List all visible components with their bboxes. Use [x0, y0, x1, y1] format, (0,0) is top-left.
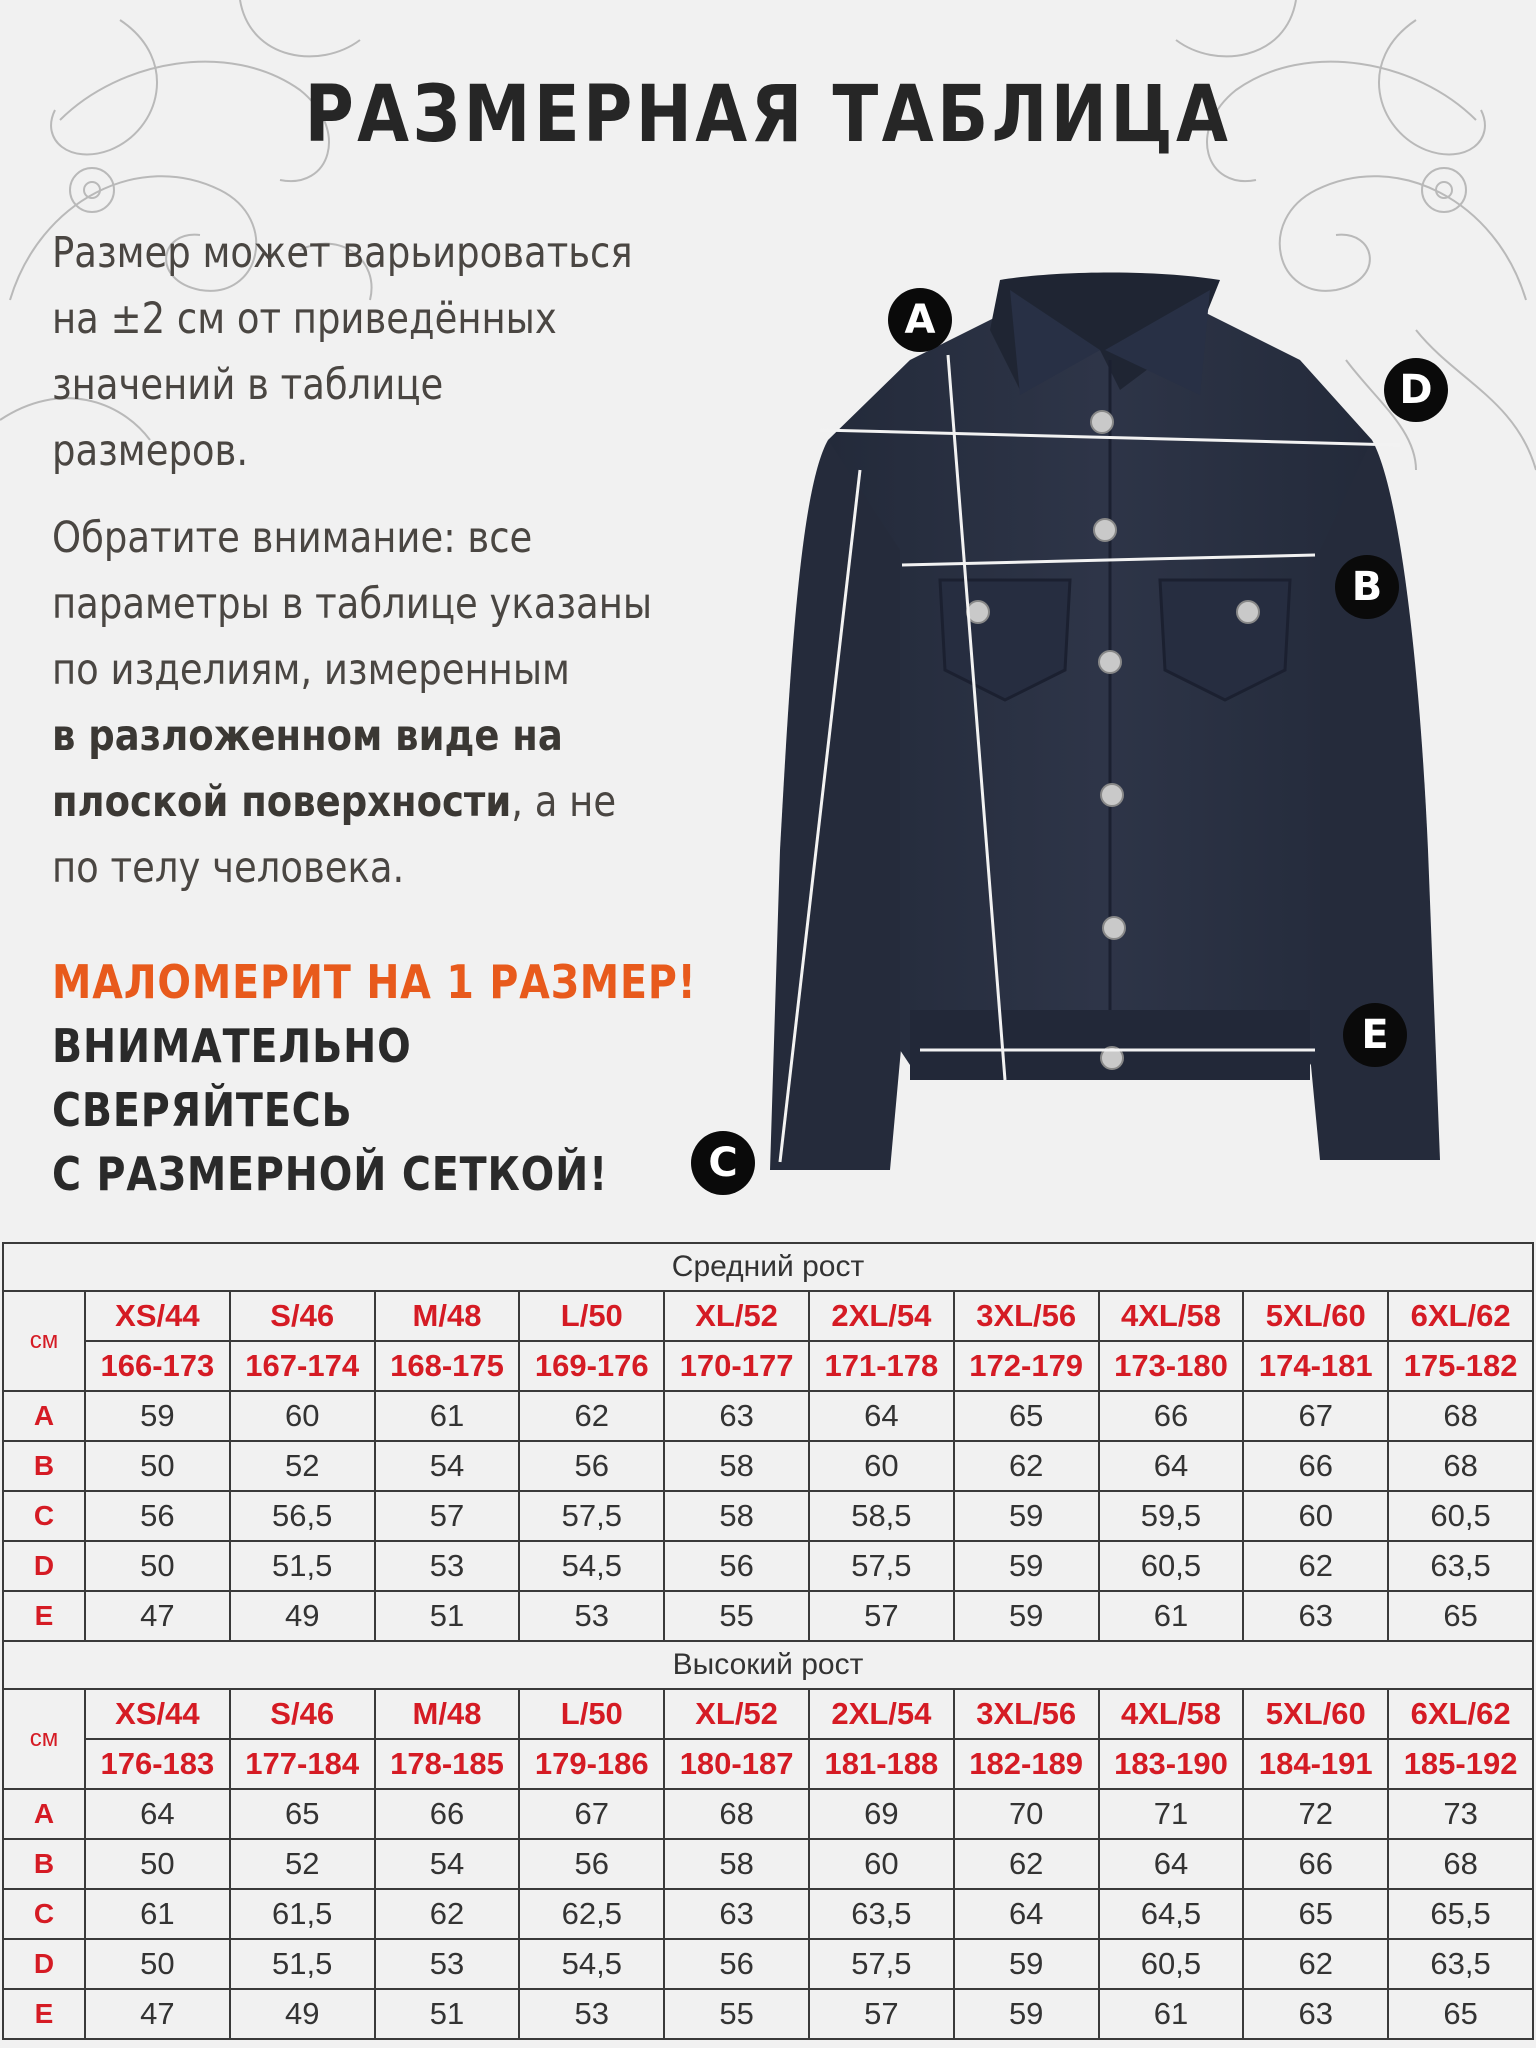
- height-range: 173-180: [1099, 1341, 1244, 1391]
- table-cell: 63,5: [1388, 1541, 1533, 1591]
- size-header: XL/52: [664, 1689, 809, 1739]
- button: [1099, 651, 1121, 673]
- table-cell: 50: [85, 1939, 230, 1989]
- table-cell: 60,5: [1388, 1491, 1533, 1541]
- page-title: РАЗМЕРНАЯ ТАБЛИЦА: [304, 70, 1232, 160]
- table-cell: 63,5: [809, 1889, 954, 1939]
- table-cell: 47: [85, 1591, 230, 1641]
- table-cell: 56: [664, 1939, 809, 1989]
- table-cell: 58: [664, 1441, 809, 1491]
- size-header: 4XL/58: [1099, 1291, 1244, 1341]
- height-range: 171-178: [809, 1341, 954, 1391]
- note-line: по телу человека.: [52, 843, 405, 893]
- height-range: 167-174: [230, 1341, 375, 1391]
- table-cell: 58,5: [809, 1491, 954, 1541]
- table-caption-row: [3, 1641, 1533, 1689]
- note-line: по изделиям, измеренным: [52, 645, 570, 695]
- table-cell: 67: [1243, 1391, 1388, 1441]
- height-range-row: [3, 1739, 1533, 1789]
- size-header: 3XL/56: [954, 1689, 1099, 1739]
- table-cell: 50: [85, 1541, 230, 1591]
- table-caption: Высокий рост: [3, 1641, 1533, 1689]
- table-cell: 50: [85, 1441, 230, 1491]
- table-cell: 57,5: [809, 1939, 954, 1989]
- table-cell: 56: [85, 1491, 230, 1541]
- marker-c: C: [691, 1131, 755, 1195]
- table-cell: 62: [1243, 1939, 1388, 1989]
- table-caption-row: [3, 1243, 1533, 1291]
- warning-line: ВНИМАТЕЛЬНО СВЕРЯЙТЕСЬ: [52, 1019, 412, 1137]
- table-caption: Средний рост: [3, 1243, 1533, 1291]
- table-cell: 59: [954, 1591, 1099, 1641]
- height-range: 169-176: [519, 1341, 664, 1391]
- button: [1101, 784, 1123, 806]
- row-label: A: [3, 1391, 85, 1441]
- note-line: значений в таблице: [52, 360, 444, 410]
- table-cell: 51,5: [230, 1939, 375, 1989]
- note-line: Обратите внимание: все: [52, 513, 533, 563]
- table-cell: 60: [809, 1441, 954, 1491]
- table-row: [3, 1889, 1533, 1939]
- row-label: A: [3, 1789, 85, 1839]
- table-cell: 58: [664, 1839, 809, 1889]
- table-cell: 60: [230, 1391, 375, 1441]
- table-cell: 55: [664, 1989, 809, 2039]
- table-cell: 55: [664, 1591, 809, 1641]
- size-header: 3XL/56: [954, 1291, 1099, 1341]
- table-cell: 72: [1243, 1789, 1388, 1839]
- table-cell: 59: [954, 1541, 1099, 1591]
- table-cell: 59: [954, 1939, 1099, 1989]
- table-cell: 65: [230, 1789, 375, 1839]
- size-header: S/46: [230, 1689, 375, 1739]
- table-cell: 59: [85, 1391, 230, 1441]
- marker-d: D: [1384, 358, 1448, 422]
- table-cell: 57: [809, 1989, 954, 2039]
- table-cell: 61,5: [230, 1889, 375, 1939]
- table-cell: 63: [664, 1391, 809, 1441]
- size-header: XL/52: [664, 1291, 809, 1341]
- table-cell: 53: [375, 1541, 520, 1591]
- row-label: D: [3, 1939, 85, 1989]
- size-header: M/48: [375, 1689, 520, 1739]
- table-cell: 64: [1099, 1441, 1244, 1491]
- table-cell: 63: [1243, 1591, 1388, 1641]
- size-header: L/50: [519, 1689, 664, 1739]
- table-cell: 66: [1243, 1839, 1388, 1889]
- table-cell: 64: [85, 1789, 230, 1839]
- table-row: [3, 1591, 1533, 1641]
- table-cell: 64,5: [1099, 1889, 1244, 1939]
- table-cell: 71: [1099, 1789, 1244, 1839]
- note-line: на ±2 см от приведённых: [52, 294, 557, 344]
- runs-small-warning: МАЛОМЕРИТ НА 1 РАЗМЕР!: [52, 955, 697, 1009]
- table-cell: 47: [85, 1989, 230, 2039]
- table-cell: 61: [375, 1391, 520, 1441]
- note-line: параметры в таблице указаны: [52, 579, 653, 629]
- table-cell: 56: [519, 1839, 664, 1889]
- table-row: [3, 1989, 1533, 2039]
- table-cell: 56: [519, 1441, 664, 1491]
- table-cell: 54,5: [519, 1541, 664, 1591]
- height-range: 175-182: [1388, 1341, 1533, 1391]
- table-cell: 52: [230, 1441, 375, 1491]
- size-header: 6XL/62: [1388, 1689, 1533, 1739]
- size-table-tall-height: [2, 1640, 1534, 2040]
- marker-a: A: [888, 288, 952, 352]
- table-cell: 51: [375, 1989, 520, 2039]
- button: [1094, 519, 1116, 541]
- bold-text: плоской поверхности: [52, 777, 512, 827]
- table-cell: 49: [230, 1591, 375, 1641]
- table-cell: 65: [1243, 1889, 1388, 1939]
- marker-e: E: [1343, 1003, 1407, 1067]
- height-range: 176-183: [85, 1739, 230, 1789]
- note-line: [52, 769, 671, 835]
- table-row: [3, 1939, 1533, 1989]
- height-range: 178-185: [375, 1739, 520, 1789]
- table-cell: 49: [230, 1989, 375, 2039]
- size-header: 2XL/54: [809, 1689, 954, 1739]
- row-label: C: [3, 1491, 85, 1541]
- fit-warning: [52, 950, 706, 1206]
- size-header-row: [3, 1291, 1533, 1341]
- table-cell: 64: [1099, 1839, 1244, 1889]
- table-cell: 59: [954, 1989, 1099, 2039]
- table-cell: 58: [664, 1491, 809, 1541]
- table-cell: 62: [519, 1391, 664, 1441]
- size-variation-note: [52, 220, 671, 484]
- height-range: 183-190: [1099, 1739, 1244, 1789]
- warning-line: С РАЗМЕРНОЙ СЕТКОЙ!: [52, 1147, 609, 1201]
- size-header: 6XL/62: [1388, 1291, 1533, 1341]
- height-range: 185-192: [1388, 1739, 1533, 1789]
- table-cell: 59: [954, 1491, 1099, 1541]
- table-cell: 65: [1388, 1591, 1533, 1641]
- table-cell: 62: [954, 1839, 1099, 1889]
- table-cell: 54,5: [519, 1939, 664, 1989]
- height-range: 172-179: [954, 1341, 1099, 1391]
- height-range: 179-186: [519, 1739, 664, 1789]
- table-cell: 66: [375, 1789, 520, 1839]
- height-range: 166-173: [85, 1341, 230, 1391]
- table-cell: 70: [954, 1789, 1099, 1839]
- table-cell: 68: [1388, 1441, 1533, 1491]
- size-header: 2XL/54: [809, 1291, 954, 1341]
- table-cell: 54: [375, 1441, 520, 1491]
- table-cell: 65: [954, 1391, 1099, 1441]
- table-cell: 65,5: [1388, 1889, 1533, 1939]
- row-label: E: [3, 1989, 85, 2039]
- table-cell: 66: [1243, 1441, 1388, 1491]
- table-cell: 68: [1388, 1839, 1533, 1889]
- table-cell: 68: [1388, 1391, 1533, 1441]
- table-row: [3, 1541, 1533, 1591]
- table-cell: 57,5: [809, 1541, 954, 1591]
- table-cell: 53: [375, 1939, 520, 1989]
- table-cell: 53: [519, 1591, 664, 1641]
- button: [1103, 917, 1125, 939]
- table-row: [3, 1789, 1533, 1839]
- height-range: 184-191: [1243, 1739, 1388, 1789]
- height-range: 174-181: [1243, 1341, 1388, 1391]
- note-line: Размер может варьироваться: [52, 228, 633, 278]
- note-line: [52, 703, 671, 769]
- table-cell: 57,5: [519, 1491, 664, 1541]
- table-cell: 61: [1099, 1591, 1244, 1641]
- table-cell: 65: [1388, 1989, 1533, 2039]
- table-cell: 62: [954, 1441, 1099, 1491]
- note-text: , а не: [511, 777, 617, 827]
- height-range: 181-188: [809, 1739, 954, 1789]
- button: [1091, 411, 1113, 433]
- size-header: L/50: [519, 1291, 664, 1341]
- table-cell: 57: [375, 1491, 520, 1541]
- table-cell: 53: [519, 1989, 664, 2039]
- row-label: C: [3, 1889, 85, 1939]
- height-range: 182-189: [954, 1739, 1099, 1789]
- table-cell: 68: [664, 1789, 809, 1839]
- row-label: D: [3, 1541, 85, 1591]
- size-table-average-height: [2, 1242, 1534, 1642]
- height-range-row: [3, 1341, 1533, 1391]
- size-header: 5XL/60: [1243, 1291, 1388, 1341]
- table-cell: 67: [519, 1789, 664, 1839]
- table-cell: 73: [1388, 1789, 1533, 1839]
- row-label: B: [3, 1441, 85, 1491]
- height-range: 170-177: [664, 1341, 809, 1391]
- table-cell: 56,5: [230, 1491, 375, 1541]
- size-header: S/46: [230, 1291, 375, 1341]
- size-header: XS/44: [85, 1689, 230, 1739]
- unit-label: см: [3, 1291, 85, 1391]
- button: [1237, 601, 1259, 623]
- height-range: 177-184: [230, 1739, 375, 1789]
- table-cell: 56: [664, 1541, 809, 1591]
- table-cell: 57: [809, 1591, 954, 1641]
- table-cell: 66: [1099, 1391, 1244, 1441]
- size-header: 5XL/60: [1243, 1689, 1388, 1739]
- table-cell: 64: [809, 1391, 954, 1441]
- table-row: [3, 1491, 1533, 1541]
- table-cell: 61: [85, 1889, 230, 1939]
- row-label: B: [3, 1839, 85, 1889]
- unit-label: см: [3, 1689, 85, 1789]
- note-line: размеров.: [52, 426, 249, 476]
- table-cell: 60,5: [1099, 1939, 1244, 1989]
- table-cell: 51: [375, 1591, 520, 1641]
- height-range: 180-187: [664, 1739, 809, 1789]
- table-cell: 62: [375, 1889, 520, 1939]
- table-cell: 50: [85, 1839, 230, 1889]
- table-row: [3, 1391, 1533, 1441]
- marker-b: B: [1335, 555, 1399, 619]
- size-header: M/48: [375, 1291, 520, 1341]
- table-cell: 52: [230, 1839, 375, 1889]
- table-cell: 63: [664, 1889, 809, 1939]
- size-header: XS/44: [85, 1291, 230, 1341]
- table-cell: 62,5: [519, 1889, 664, 1939]
- size-tables: [2, 1242, 1534, 2040]
- bold-text: в разложенном виде на: [52, 711, 563, 761]
- table-row: [3, 1839, 1533, 1889]
- height-range: 168-175: [375, 1341, 520, 1391]
- size-header: 4XL/58: [1099, 1689, 1244, 1739]
- table-cell: 61: [1099, 1989, 1244, 2039]
- table-cell: 60: [1243, 1491, 1388, 1541]
- table-row: [3, 1441, 1533, 1491]
- table-cell: 69: [809, 1789, 954, 1839]
- row-label: E: [3, 1591, 85, 1641]
- table-cell: 51,5: [230, 1541, 375, 1591]
- table-cell: 60,5: [1099, 1541, 1244, 1591]
- table-cell: 63,5: [1388, 1939, 1533, 1989]
- size-header-row: [3, 1689, 1533, 1739]
- table-cell: 63: [1243, 1989, 1388, 2039]
- table-cell: 59,5: [1099, 1491, 1244, 1541]
- table-cell: 54: [375, 1839, 520, 1889]
- table-cell: 62: [1243, 1541, 1388, 1591]
- table-cell: 64: [954, 1889, 1099, 1939]
- measurement-note: [52, 505, 671, 901]
- table-cell: 60: [809, 1839, 954, 1889]
